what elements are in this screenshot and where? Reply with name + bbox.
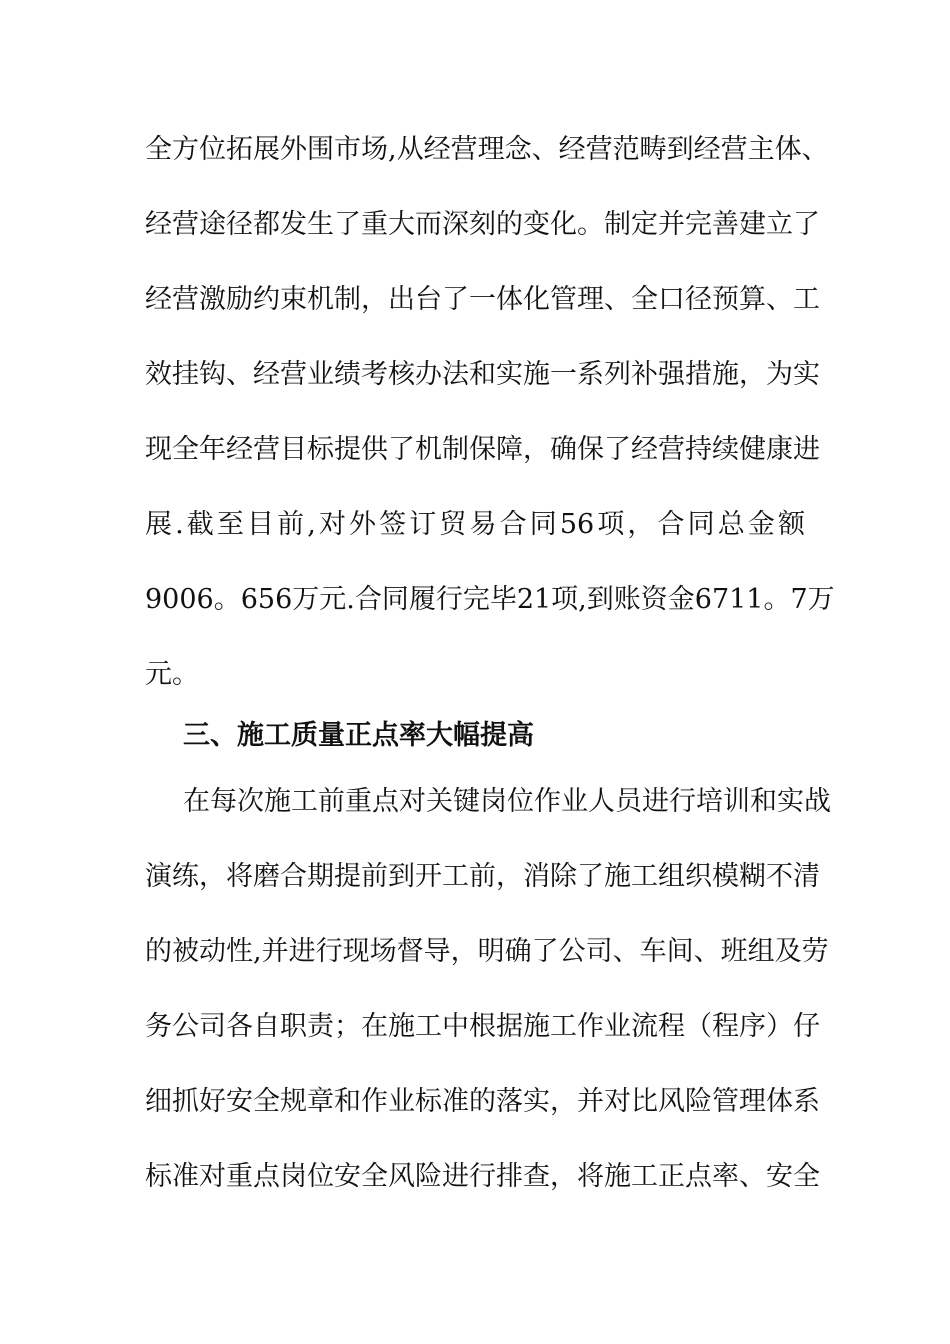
paragraph-1-line: 经营途径都发生了重大而深刻的变化。制定并完善建立了 [145,209,820,240]
paragraph-2-line: 在每次施工前重点对关键岗位作业人员进行培训和实战 [183,786,831,817]
section-heading: 三、施工质量正点率大幅提高 [183,720,534,751]
paragraph-1-line: 效挂钩、经营业绩考核办法和实施一系列补强措施，为实 [145,359,820,390]
paragraph-1-line: 9006。656万元.合同履行完毕21项,到账资金6711。7万 [145,584,835,615]
paragraph-2-line: 演练，将磨合期提前到开工前，消除了施工组织模糊不清 [145,861,820,892]
paragraph-1-line: 经营激励约束机制，出台了一体化管理、全口径预算、工 [145,284,820,315]
paragraph-1-line: 展.截至目前,对外签订贸易合同56项，合同总金额 [145,509,805,540]
paragraph-2-line: 的被动性,并进行现场督导，明确了公司、车间、班组及劳 [145,936,829,967]
paragraph-1-line: 元。 [145,659,199,690]
paragraph-1-line: 全方位拓展外围市场,从经营理念、经营范畴到经营主体、 [145,134,829,165]
paragraph-2-line: 标准对重点岗位安全风险进行排查，将施工正点率、安全 [145,1161,820,1192]
paragraph-2-line: 务公司各自职责；在施工中根据施工作业流程（程序）仔 [145,1011,820,1042]
paragraph-1-line: 现全年经营目标提供了机制保障，确保了经营持续健康进 [145,434,820,465]
paragraph-2-line: 细抓好安全规章和作业标准的落实，并对比风险管理体系 [145,1086,820,1117]
